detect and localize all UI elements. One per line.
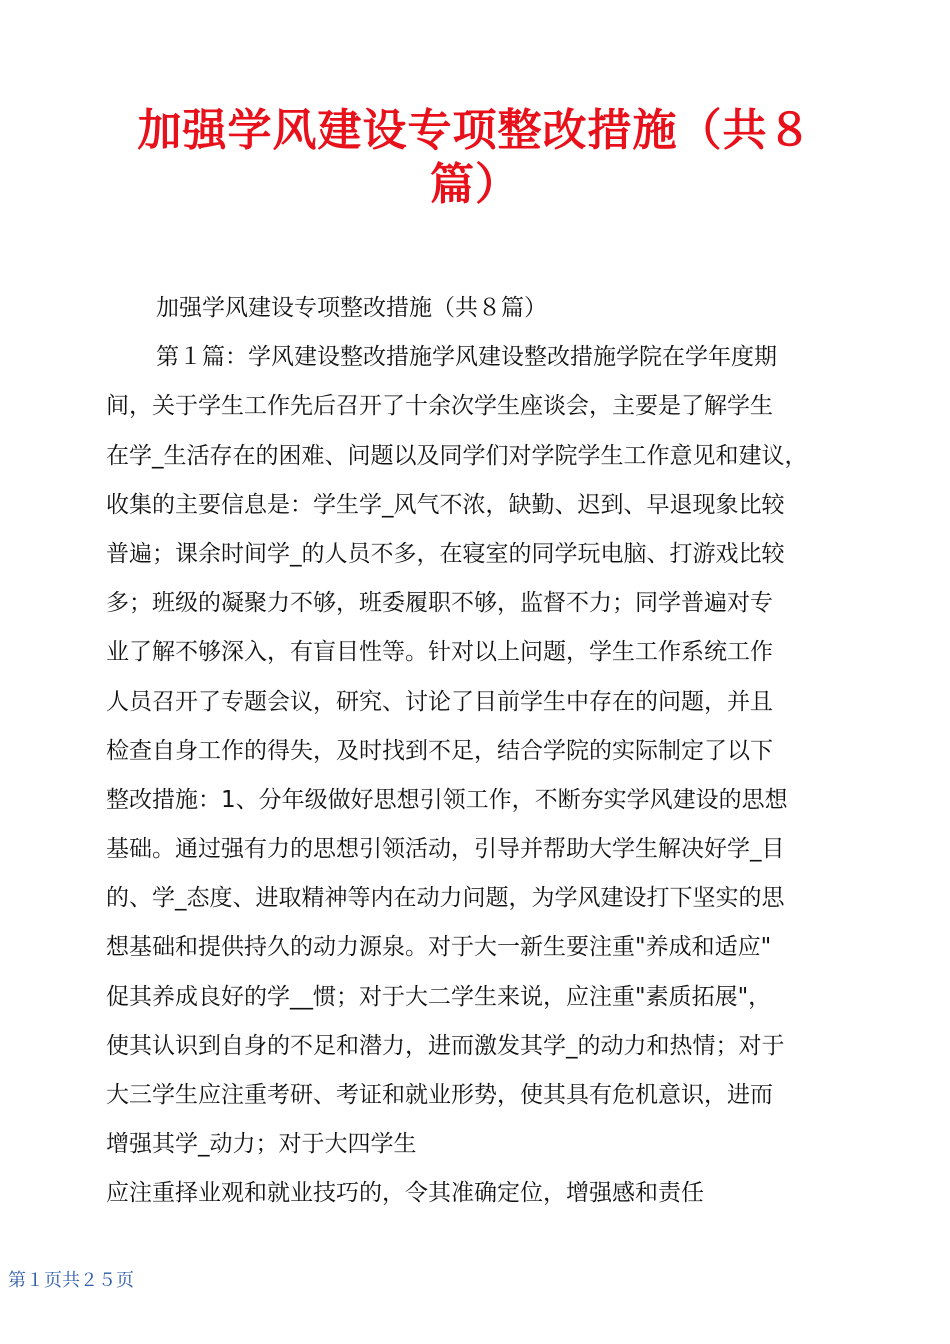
paragraph-line: 在学_生活存在的困难、问题以及同学们对学院学生工作意见和建议， (106, 442, 808, 469)
page-indicator: 第１页共２５页 (8, 1270, 134, 1291)
title-line-1: 加强学风建设专项整改措施（共８ (137, 105, 813, 156)
document-body (106, 284, 846, 1219)
paragraph-line: 收集的主要信息是：学生学_风气不浓，缺勤、迟到、早退现象比较 (106, 491, 785, 518)
title-line-2: 篇） (430, 159, 520, 210)
paragraph-line: 普遍；课余时间学_的人员不多，在寝室的同学玩电脑、打游戏比较 (106, 540, 785, 567)
paragraph-line: 大三学生应注重考研、考证和就业形势，使其具有危机意识，进而 (106, 1082, 773, 1108)
paragraph-line: 应注重择业观和就业技巧的，令其准确定位，增强感和责任 (106, 1180, 704, 1207)
paragraph-line: 增强其学_动力；对于大四学生 (106, 1131, 417, 1158)
paragraph-line: 的、学_态度、进取精神等内在动力问题，为学风建设打下坚实的思 (106, 885, 785, 912)
paragraph-line: 整改措施：1、分年级做好思想引领工作，不断夯实学风建设的思想 (106, 786, 788, 813)
paragraph-line: 促其养成良好的学__惯；对于大二学生来说，应注重"素质拓展"， (106, 983, 772, 1010)
paragraph-line: 多；班级的凝聚力不够，班委履职不够，监督不力；同学普遍对专 (106, 590, 773, 617)
paragraph-line: 基础。通过强有力的思想引领活动，引导并帮助大学生解决好学_目 (106, 836, 785, 863)
paragraph-line: 想基础和提供持久的动力源泉。对于大一新生要注重"养成和适应" (106, 934, 772, 961)
paragraph-line: 检查自身工作的得失，及时找到不足，结合学院的实际制定了以下 (106, 737, 773, 764)
paragraph-line: 人员召开了专题会议，研究、讨论了目前学生中存在的问题，并且 (106, 688, 773, 715)
paragraph-line: 业了解不够深入，有盲目性等。针对以上问题，学生工作系统工作 (106, 639, 773, 666)
paragraph-line: 第１篇：学风建设整改措施学风建设整改措施学院在学年度期 (156, 344, 777, 371)
paragraph-line: 间，关于学生工作先后召开了十余次学生座谈会，主要是了解学生 (106, 393, 773, 420)
document-title (120, 104, 830, 212)
document-subtitle: 加强学风建设专项整改措施（共８篇） (156, 295, 547, 321)
paragraph-line: 使其认识到自身的不足和潜力，进而激发其学_的动力和热情；对于 (106, 1032, 785, 1059)
